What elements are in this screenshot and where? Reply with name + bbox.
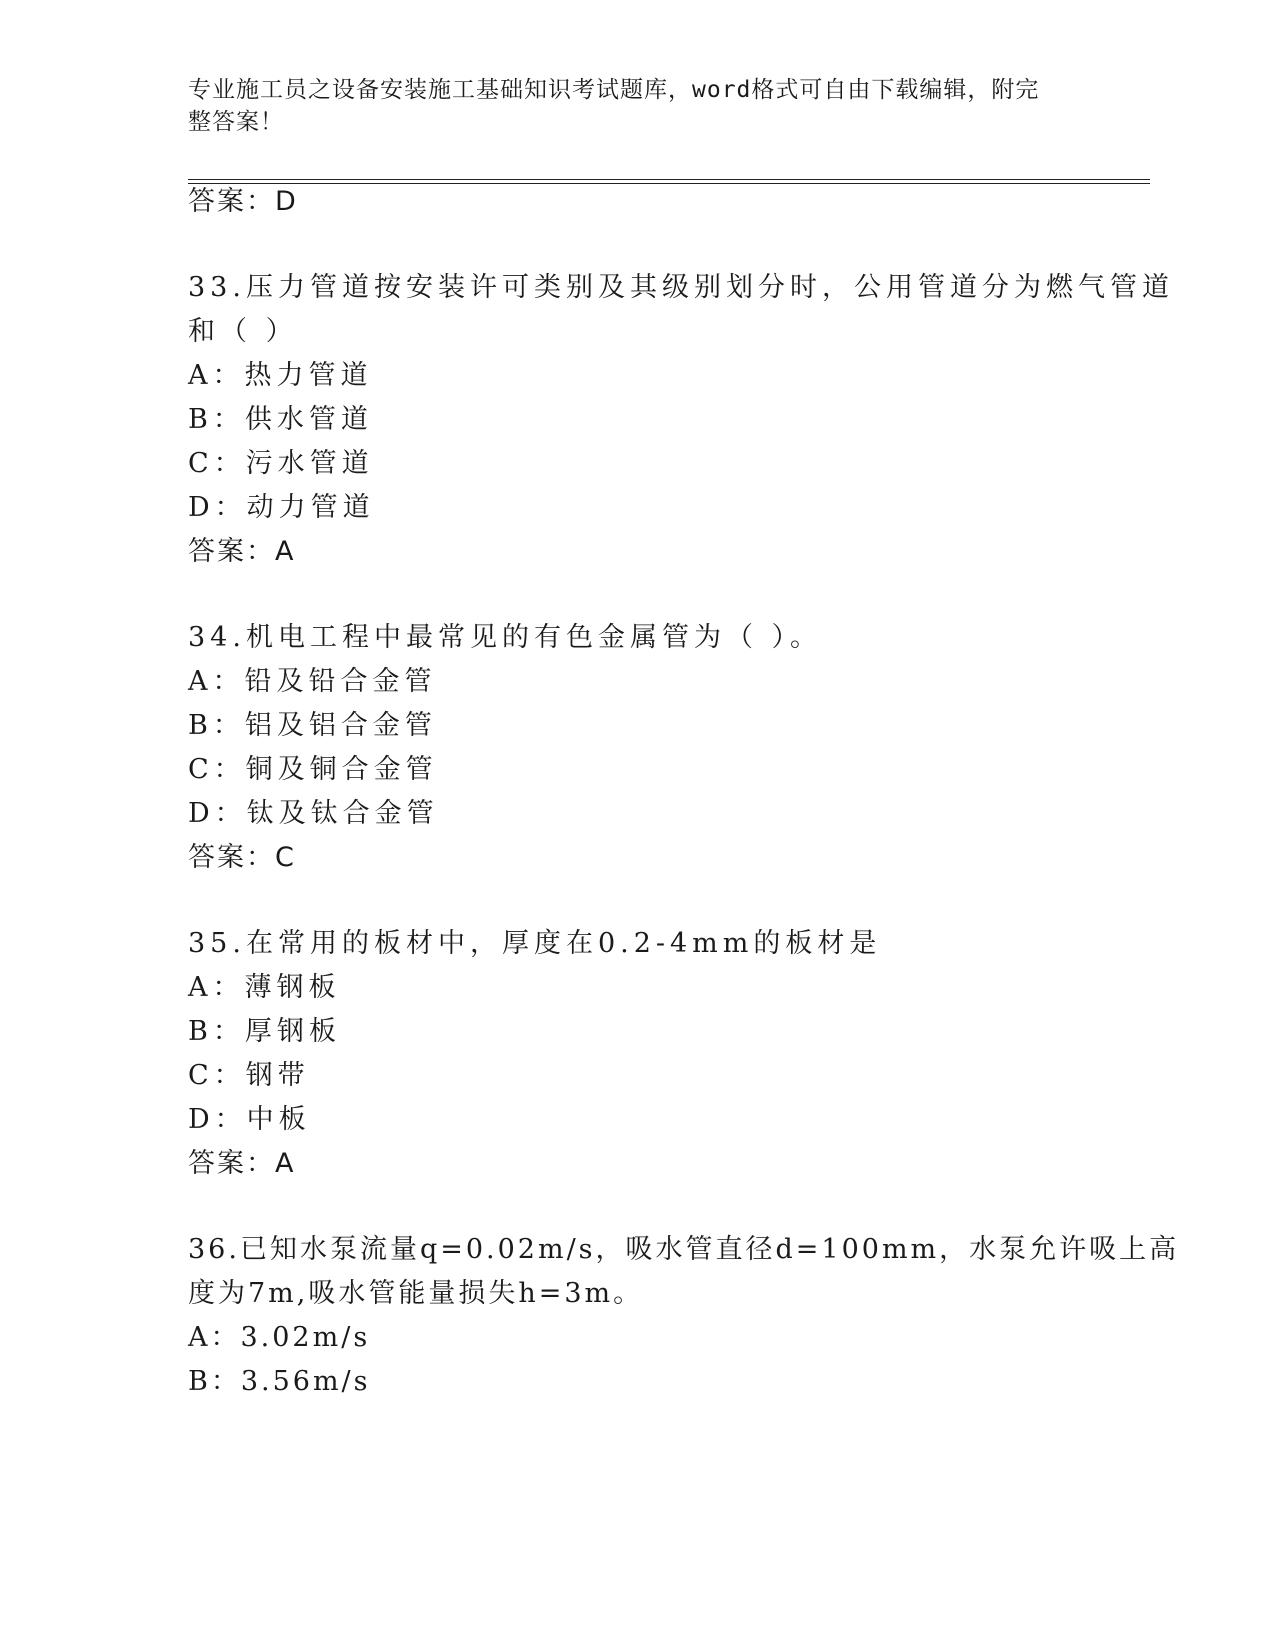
document-header [188,74,1068,138]
question-34-option-c: C：铜及铜合金管 [188,754,438,785]
question-35-option-d: D：中板 [188,1104,311,1135]
question-35-option-b: B：厚钢板 [188,1016,341,1047]
question-33-option-d: D：动力管道 [188,492,375,523]
answer-q32: 答案：D [188,186,298,217]
header-line-2: 整答案！ [188,109,284,135]
question-34-stem: 34.机电工程中最常见的有色金属管为（ ）。 [188,622,823,653]
question-36-stem-cont: 度为7m,吸水管能量损失h=3m。 [188,1278,644,1309]
question-36-option-a: A：3.02m/s [188,1322,371,1353]
answer-q35: 答案：A [188,1148,296,1179]
question-33-option-c: C：污水管道 [188,448,374,479]
question-36-option-b: B：3.56m/s [188,1366,371,1397]
question-33-option-b: B：供水管道 [188,404,373,435]
question-34-option-a: A：铅及铅合金管 [188,666,437,697]
question-34-option-d: D：钛及钛合金管 [188,798,439,829]
header-divider-bottom [188,183,1150,184]
question-35-option-c: C：钢带 [188,1060,310,1091]
answer-q34: 答案：C [188,842,296,873]
question-36-stem: 36.已知水泵流量q=0.02m/s，吸水管直径d=100mm，水泵允许吸上高 [188,1234,1180,1265]
question-33-option-a: A：热力管道 [188,360,373,391]
header-divider-top [188,179,1150,180]
question-35-stem: 35.在常用的板材中，厚度在0.2-4mm的板材是 [188,928,882,959]
header-line-1: 专业施工员之设备安装施工基础知识考试题库，word格式可自由下载编辑，附完 [188,77,1040,103]
question-33-stem-cont: 和（ ） [188,316,298,347]
question-35-option-a: A：薄钢板 [188,972,341,1003]
question-33-stem: 33.压力管道按安装许可类别及其级别划分时，公用管道分为燃气管道 [188,272,1174,303]
answer-q33: 答案：A [188,536,296,567]
question-34-option-b: B：铝及铝合金管 [188,710,437,741]
